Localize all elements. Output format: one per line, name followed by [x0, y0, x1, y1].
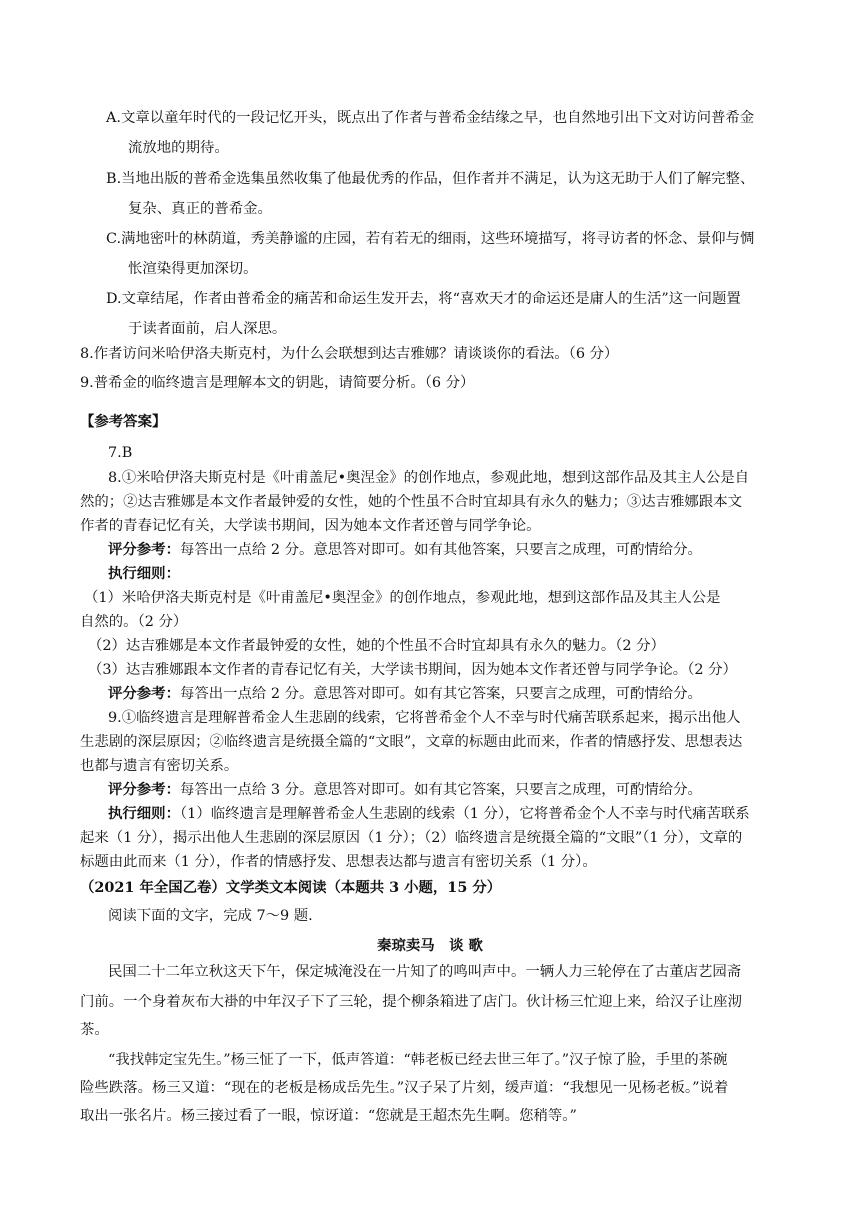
- question-8: 8.作者访问米哈伊洛夫斯克村，为什么会联想到达吉雅娜？请谈谈你的看法。（6 分）: [80, 346, 619, 362]
- answer-9-line-3: 也都与遗言有密切关系。: [80, 758, 239, 774]
- score-ref-9: [108, 780, 702, 800]
- story-paragraph-2-line-1: “我找韩定宝先生。”杨三怔了一下，低声答道：“韩老板已经去世三年了。”汉子惊了脸，手里的茶碗: [108, 1052, 728, 1068]
- score-ref-8b: [108, 684, 702, 704]
- answer-8-line-1: 8.①米哈伊洛夫斯克村是《叶甫盖尼•奥涅金》的创作地点，参观此地，想到这部作品及其主人公是自: [108, 470, 750, 486]
- detail-rules-8-label: 执行细则：: [108, 565, 180, 582]
- story-paragraph-1-line-3: 茶。: [80, 1022, 109, 1038]
- detail-8-item-3: （3）达吉雅娜跟本文作者的青春记忆有关，大学读书期间，因为她本文作者还曾与同学争论。（2 分）: [88, 662, 737, 678]
- detail-9-line-2: 起来（1 分），揭示出他人生悲剧的深层原因（1 分）；（2）临终遗言是统摄全篇的“文眼”（1 分），文章的: [80, 830, 743, 846]
- option-b-line-1: B.当地出版的普希金选集虽然收集了他最优秀的作品，但作者并不满足，认为这无助于人们了解完整、: [106, 171, 755, 187]
- answer-9-line-2: 生悲剧的深层原因；②临终遗言是统摄全篇的“文眼”，文章的标题由此而来，作者的情感抒发、思想表达: [80, 734, 743, 750]
- story-paragraph-2-line-3: 取出一张名片。杨三接过看了一眼，惊讶道：“您就是王超杰先生啊。您稍等。”: [80, 1108, 577, 1124]
- option-d-line-2: 于读者面前，启人深思。: [128, 321, 287, 337]
- story-paragraph-2-line-2: 险些跌落。杨三又道：“现在的老板是杨成岳先生。”汉子呆了片刻，缓声道：“我想见一见杨老板。”说着: [80, 1080, 729, 1096]
- option-d-line-1: D.文章结尾，作者由普希金的痛苦和命运生发开去，将“喜欢天才的命运还是庸人的生活”这一问题置: [106, 291, 741, 307]
- story-paragraph-1-line-2: 门前。一个身着灰布大褂的中年汉子下了三轮，提个柳条箱进了店门。伙计杨三忙迎上来，给汉子让座沏: [80, 994, 742, 1010]
- section-instruction: 阅读下面的文字，完成 7～9 题.: [108, 908, 313, 924]
- score-ref-label: 评分参考：: [108, 781, 180, 798]
- story-paragraph-1-line-1: 民国二十二年立秋这天下午，保定城淹没在一片知了的鸣叫声中。一辆人力三轮停在了古董店艺园斋: [108, 964, 742, 980]
- story-title: 秦琼卖马 谈 歌: [377, 937, 483, 954]
- answer-9-line-1: 9.①临终遗言是理解普希金人生悲剧的线索，它将普希金个人不幸与时代痛苦联系起来，揭示出他人: [108, 710, 741, 726]
- option-c-line-2: 怅渲染得更加深切。: [128, 261, 258, 277]
- option-b-line-2: 复杂、真正的普希金。: [128, 201, 272, 217]
- detail-9-line-3: 标题由此而来（1 分），作者的情感抒发、思想表达都与遗言有密切关系（1 分）。: [80, 854, 597, 870]
- score-ref-8: [108, 540, 702, 560]
- detail-rules-9-label: 执行细则：: [108, 805, 180, 822]
- answer-8-line-3: 作者的青春记忆有关，大学读书期间，因为她本文作者还曾与同学争论。: [80, 518, 541, 534]
- option-a-line-1: A.文章以童年时代的一段记忆开头，既点出了作者与普希金结缘之早，也自然地引出下文对访问普希金: [106, 110, 755, 126]
- answer-7: 7.B: [108, 445, 133, 461]
- detail-8-item-1-line-1: （1）米哈伊洛夫斯克村是《叶甫盖尼•奥涅金》的创作地点，参观此地，想到这部作品及其主人公是: [84, 590, 721, 606]
- score-ref-text: 每答出一点给 3 分。意思答对即可。如有其它答案，只要言之成理，可酌情给分。: [179, 782, 702, 798]
- answer-8-line-2: 然的；②达吉雅娜是本文作者最钟爱的女性，她的个性虽不合时宜却具有永久的魅力；③达吉雅娜跟本文: [80, 494, 742, 510]
- option-a-line-2: 流放地的期待。: [128, 140, 229, 156]
- option-c-line-1: C.满地密叶的林荫道，秀美静谧的庄园，若有若无的细雨，这些环境描写，将寻访者的怀念、景仰与惆: [106, 231, 755, 247]
- score-ref-text: 每答出一点给 2 分。意思答对即可。如有其它答案，只要言之成理，可酌情给分。: [179, 686, 702, 702]
- score-ref-label: 评分参考：: [108, 541, 180, 558]
- detail-9-text: （1）临终遗言是理解普希金人生悲剧的线索（1 分），它将普希金个人不幸与时代痛苦联系: [179, 806, 750, 822]
- detail-9-line-1: [108, 804, 750, 824]
- score-ref-label: 评分参考：: [108, 685, 180, 702]
- answer-heading: 【参考答案】: [80, 413, 167, 430]
- detail-8-item-1-line-2: 自然的。（2 分）: [80, 614, 188, 630]
- detail-8-item-2: （2）达吉雅娜是本文作者最钟爱的女性，她的个性虽不合时宜却具有永久的魅力。（2 分）: [88, 638, 665, 654]
- section-heading: （2021 年全国乙卷）文学类文本阅读（本题共 3 小题，15 分）: [80, 879, 502, 896]
- score-ref-text: 每答出一点给 2 分。意思答对即可。如有其他答案，只要言之成理，可酌情给分。: [179, 542, 702, 558]
- question-9: 9.普希金的临终遗言是理解本文的钥匙，请简要分析。（6 分）: [80, 375, 475, 391]
